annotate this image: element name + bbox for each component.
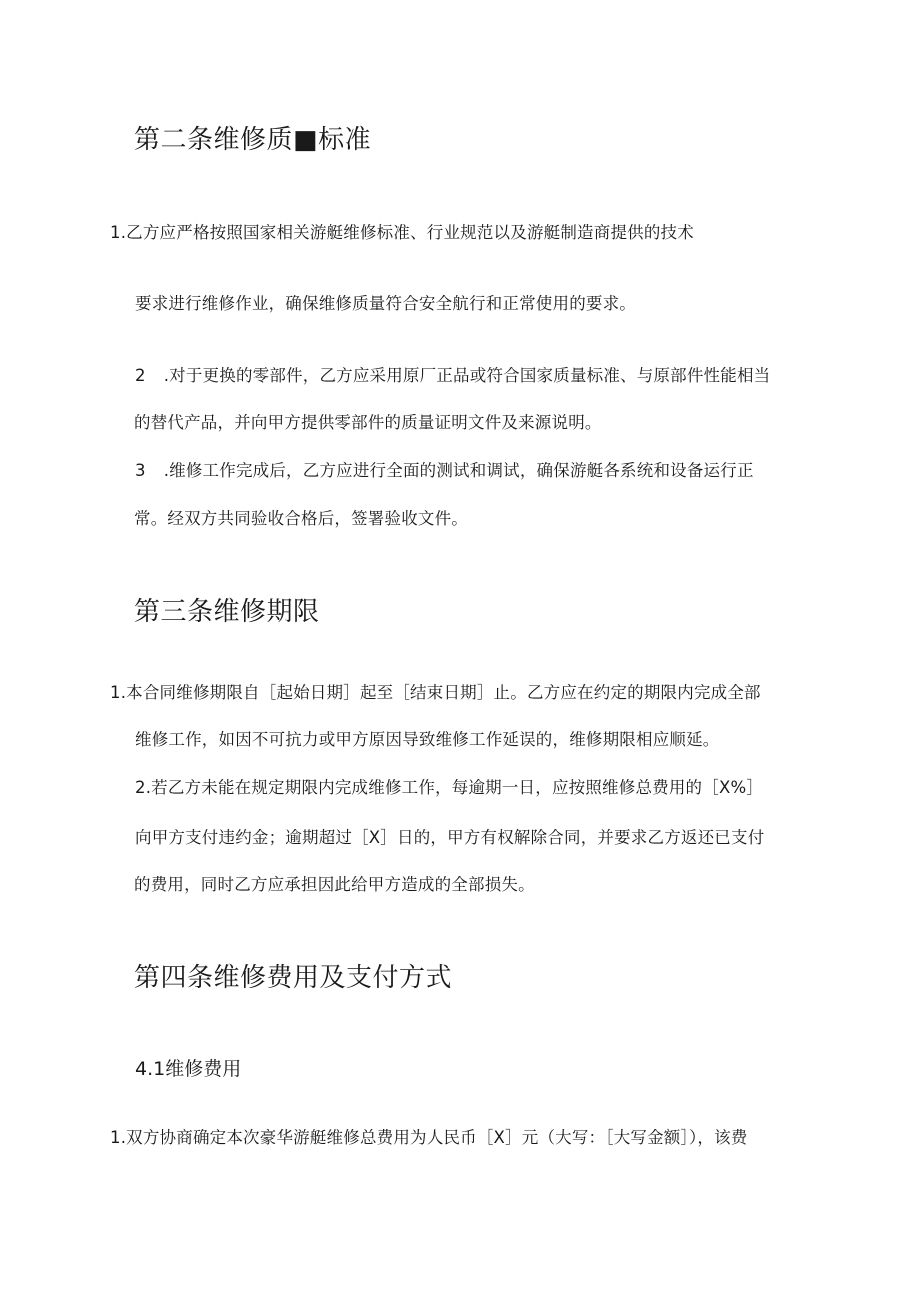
- section-3-item-1-line-2: 维修工作，如因不可抗力或甲方原因导致维修工作延误的，维修期限相应顺延。: [135, 730, 720, 749]
- section-3-item-2-line-2: 向甲方支付违约金；逾期超过［X］日的，甲方有权解除合同，并要求乙方返还已支付: [135, 828, 765, 847]
- section-3-item-1-line-1: 1.本合同维修期限自［起始日期］起至［结束日期］止。乙方应在约定的期限内完成全部: [110, 683, 761, 702]
- section-4-item-1-line-1: 1.双方协商确定本次豪华游艇维修总费用为人民币［X］元（大写：［大写金额］），该费: [110, 1128, 748, 1147]
- item-number: 2: [135, 366, 146, 385]
- section-2-item-3-line-2: 常。经双方共同验收合格后，签署验收文件。: [134, 509, 468, 528]
- item-number: 3: [135, 461, 146, 480]
- section-4-heading: 第四条维修费用及支付方式: [134, 963, 453, 993]
- item-text: .对于更换的零部件，乙方应采用原厂正品或符合国家质量标准、与原部件性能相当: [163, 366, 771, 385]
- section-4-1-subheading: 4.1维修费用: [135, 1058, 242, 1080]
- item-text: .维修工作完成后，乙方应进行全面的测试和调试，确保游艇各系统和设备运行正: [163, 461, 754, 480]
- section-2-item-1-line-2: 要求进行维修作业，确保维修质量符合安全航行和正常使用的要求。: [135, 294, 636, 313]
- section-2-item-3-line-1: [135, 461, 754, 481]
- section-2-item-2-line-2: 的替代产品，并向甲方提供零部件的质量证明文件及来源说明。: [134, 413, 602, 432]
- section-3-item-2-line-1: 2.若乙方未能在规定期限内完成维修工作，每逾期一日，应按照维修总费用的［X%］: [135, 778, 764, 797]
- section-2-item-2-line-1: [135, 366, 770, 386]
- section-3-item-2-line-3: 的费用，同时乙方应承担因此给甲方造成的全部损失。: [134, 875, 535, 894]
- section-2-item-1-line-1: 1.乙方应严格按照国家相关游艇维修标准、行业规范以及游艇制造商提供的技术: [110, 223, 694, 242]
- section-3-heading: 第三条维修期限: [134, 597, 320, 627]
- section-2-heading: 第二条维修质■标准: [134, 125, 372, 155]
